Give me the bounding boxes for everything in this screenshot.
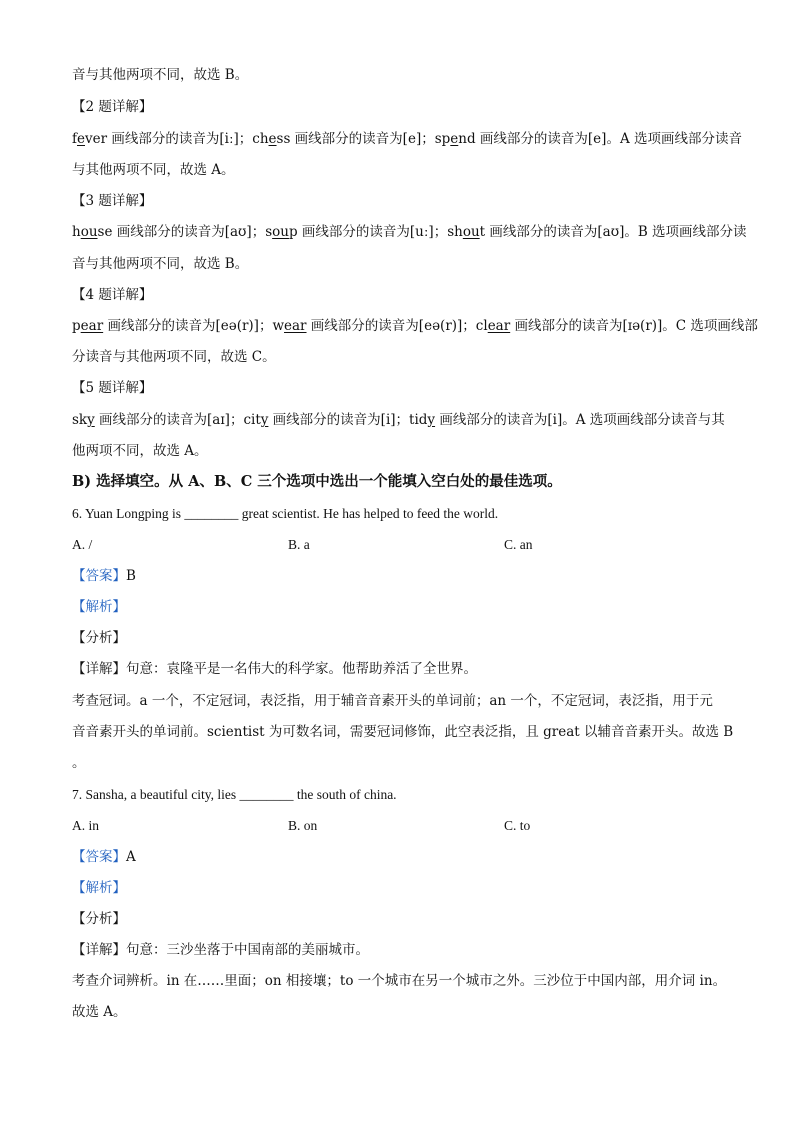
q5-text1: 画线部分的读音为[aɪ]；cit bbox=[94, 412, 261, 428]
q6-answer-value: B bbox=[126, 568, 136, 584]
q4-explanation-line1 bbox=[72, 317, 758, 335]
q7-detail-label: 【详解】 bbox=[72, 942, 126, 958]
q7-option-c: C. to bbox=[504, 818, 531, 833]
q7-option-a: A. in bbox=[72, 818, 99, 833]
q5-word3-underlined: y bbox=[427, 412, 436, 428]
q6-analysis-label: 【解析】 bbox=[72, 599, 126, 615]
q6-option-c: C. an bbox=[504, 537, 533, 552]
q3-word3-underlined: ou bbox=[462, 224, 480, 240]
q6-answer-label: 【答案】 bbox=[72, 568, 126, 584]
q2-word1-prefix: f bbox=[72, 131, 77, 147]
q5-explanation-line2: 他两项不同，故选 A。 bbox=[72, 443, 208, 459]
q5-text2: 画线部分的读音为[i]；tid bbox=[268, 412, 428, 428]
q7-explanation-line1: 考查介词辨析。in 在……里面；on 相接壤；to 一个城市在另一个城市之外。三沙位于中国内部，用介词 in。 bbox=[72, 973, 727, 989]
q6-explanation-line1: 考查冠词。a 一个，不定冠词，表泛指，用于辅音音素开头的单词前；an 一个，不定冠词，表泛指，用于元 bbox=[72, 693, 713, 709]
q3-explanation-line2: 音与其他两项不同，故选 B。 bbox=[72, 256, 249, 272]
q4-word1-underlined: ear bbox=[80, 318, 104, 334]
q3-text3: 画线部分的读音为[aʊ]。B 选项画线部分读 bbox=[485, 224, 747, 240]
q7-analysis-label: 【解析】 bbox=[72, 880, 126, 896]
q2-word1-underlined: e bbox=[77, 131, 85, 147]
q4-word2-underlined: ear bbox=[284, 318, 307, 334]
q6-stem: 6. Yuan Longping is ________ great scientist. He has helped to feed the world. bbox=[72, 506, 499, 521]
q6-detail-label: 【详解】 bbox=[72, 661, 126, 677]
q3-text2: 画线部分的读音为[uː]；sh bbox=[297, 224, 463, 240]
q6-answer bbox=[72, 567, 724, 585]
q5-word2-underlined: y bbox=[260, 412, 269, 428]
q7-option-b: B. on bbox=[288, 818, 318, 833]
q2-word3-suffix: nd bbox=[458, 131, 476, 147]
q4-heading: 【4 题详解】 bbox=[72, 287, 153, 303]
q4-text2: 画线部分的读音为[eə(r)]；cl bbox=[306, 318, 488, 334]
q2-text3: 画线部分的读音为[e]。A 选项画线部分读音 bbox=[475, 131, 742, 147]
q6-option-a: A. / bbox=[72, 537, 93, 552]
q3-word2-underlined: ou bbox=[272, 224, 289, 240]
q4-text3: 画线部分的读音为[ɪə(r)]。C 选项画线部 bbox=[510, 318, 758, 334]
q4-word3-underlined: ear bbox=[487, 318, 511, 334]
q5-word1-underlined: y bbox=[87, 412, 95, 428]
q2-explanation-line2: 与其他两项不同，故选 A。 bbox=[72, 162, 235, 178]
q6-fenxi-label: 【分析】 bbox=[72, 630, 126, 646]
q3-word1-underlined: ou bbox=[80, 224, 98, 240]
q6-option-b: B. a bbox=[288, 537, 310, 552]
q2-heading: 【2 题详解】 bbox=[72, 99, 153, 115]
q7-answer-value: A bbox=[126, 849, 136, 865]
q7-detail-text: 句意：三沙坐落于中国南部的美丽城市。 bbox=[126, 942, 369, 958]
q5-word1-prefix: sk bbox=[72, 412, 88, 428]
q7-fenxi-label: 【分析】 bbox=[72, 911, 126, 927]
q2-text2: 画线部分的读音为[e]；sp bbox=[290, 131, 451, 147]
q6-explanation-line2: 音音素开头的单词前。scientist 为可数名词，需要冠词修饰，此空表泛指，且 great 以辅音音素开头。故选 B bbox=[72, 724, 734, 740]
q6-detail bbox=[72, 660, 724, 678]
q2-word3-underlined: e bbox=[450, 131, 459, 147]
q6-explanation-line3: 。 bbox=[72, 755, 86, 771]
q7-stem: 7. Sansha, a beautiful city, lies ________ the south of china. bbox=[72, 787, 397, 802]
q3-word1-prefix: h bbox=[72, 224, 81, 240]
q7-explanation-line2: 故选 A。 bbox=[72, 1004, 127, 1020]
q6-detail-text: 句意：袁隆平是一名伟大的科学家。他帮助养活了全世界。 bbox=[126, 661, 477, 677]
q3-text1: 画线部分的读音为[aʊ]；s bbox=[112, 224, 273, 240]
q2-word2-suffix: ss bbox=[276, 131, 291, 147]
q7-detail bbox=[72, 941, 724, 959]
q2-word1-suffix: ver bbox=[85, 131, 108, 147]
q2-text1: 画线部分的读音为[iː]；ch bbox=[107, 131, 269, 147]
q3-word2-suffix: p bbox=[288, 224, 298, 240]
q4-text1: 画线部分的读音为[eə(r)]；w bbox=[103, 318, 285, 334]
q4-explanation-line2: 分读音与其他两项不同，故选 C。 bbox=[72, 349, 276, 365]
q3-explanation-line1 bbox=[72, 223, 747, 241]
q4-word1-prefix: p bbox=[72, 318, 81, 334]
section-b-heading: B) 选择填空。从 A、B、C 三个选项中选出一个能填入空白处的最佳选项。 bbox=[72, 473, 562, 490]
q7-answer bbox=[72, 848, 724, 866]
q3-word1-suffix: se bbox=[97, 224, 113, 240]
q2-explanation-line1 bbox=[72, 130, 742, 148]
q3-word3-suffix: t bbox=[479, 224, 486, 240]
q5-explanation-line1 bbox=[72, 411, 724, 429]
q1-explanation-tail: 音与其他两项不同，故选 B。 bbox=[72, 67, 249, 83]
q3-heading: 【3 题详解】 bbox=[72, 193, 153, 209]
q2-word2-underlined: e bbox=[268, 131, 277, 147]
q5-text3: 画线部分的读音为[i]。A 选项画线部分读音与其 bbox=[435, 412, 725, 428]
q7-answer-label: 【答案】 bbox=[72, 849, 126, 865]
q5-heading: 【5 题详解】 bbox=[72, 380, 153, 396]
